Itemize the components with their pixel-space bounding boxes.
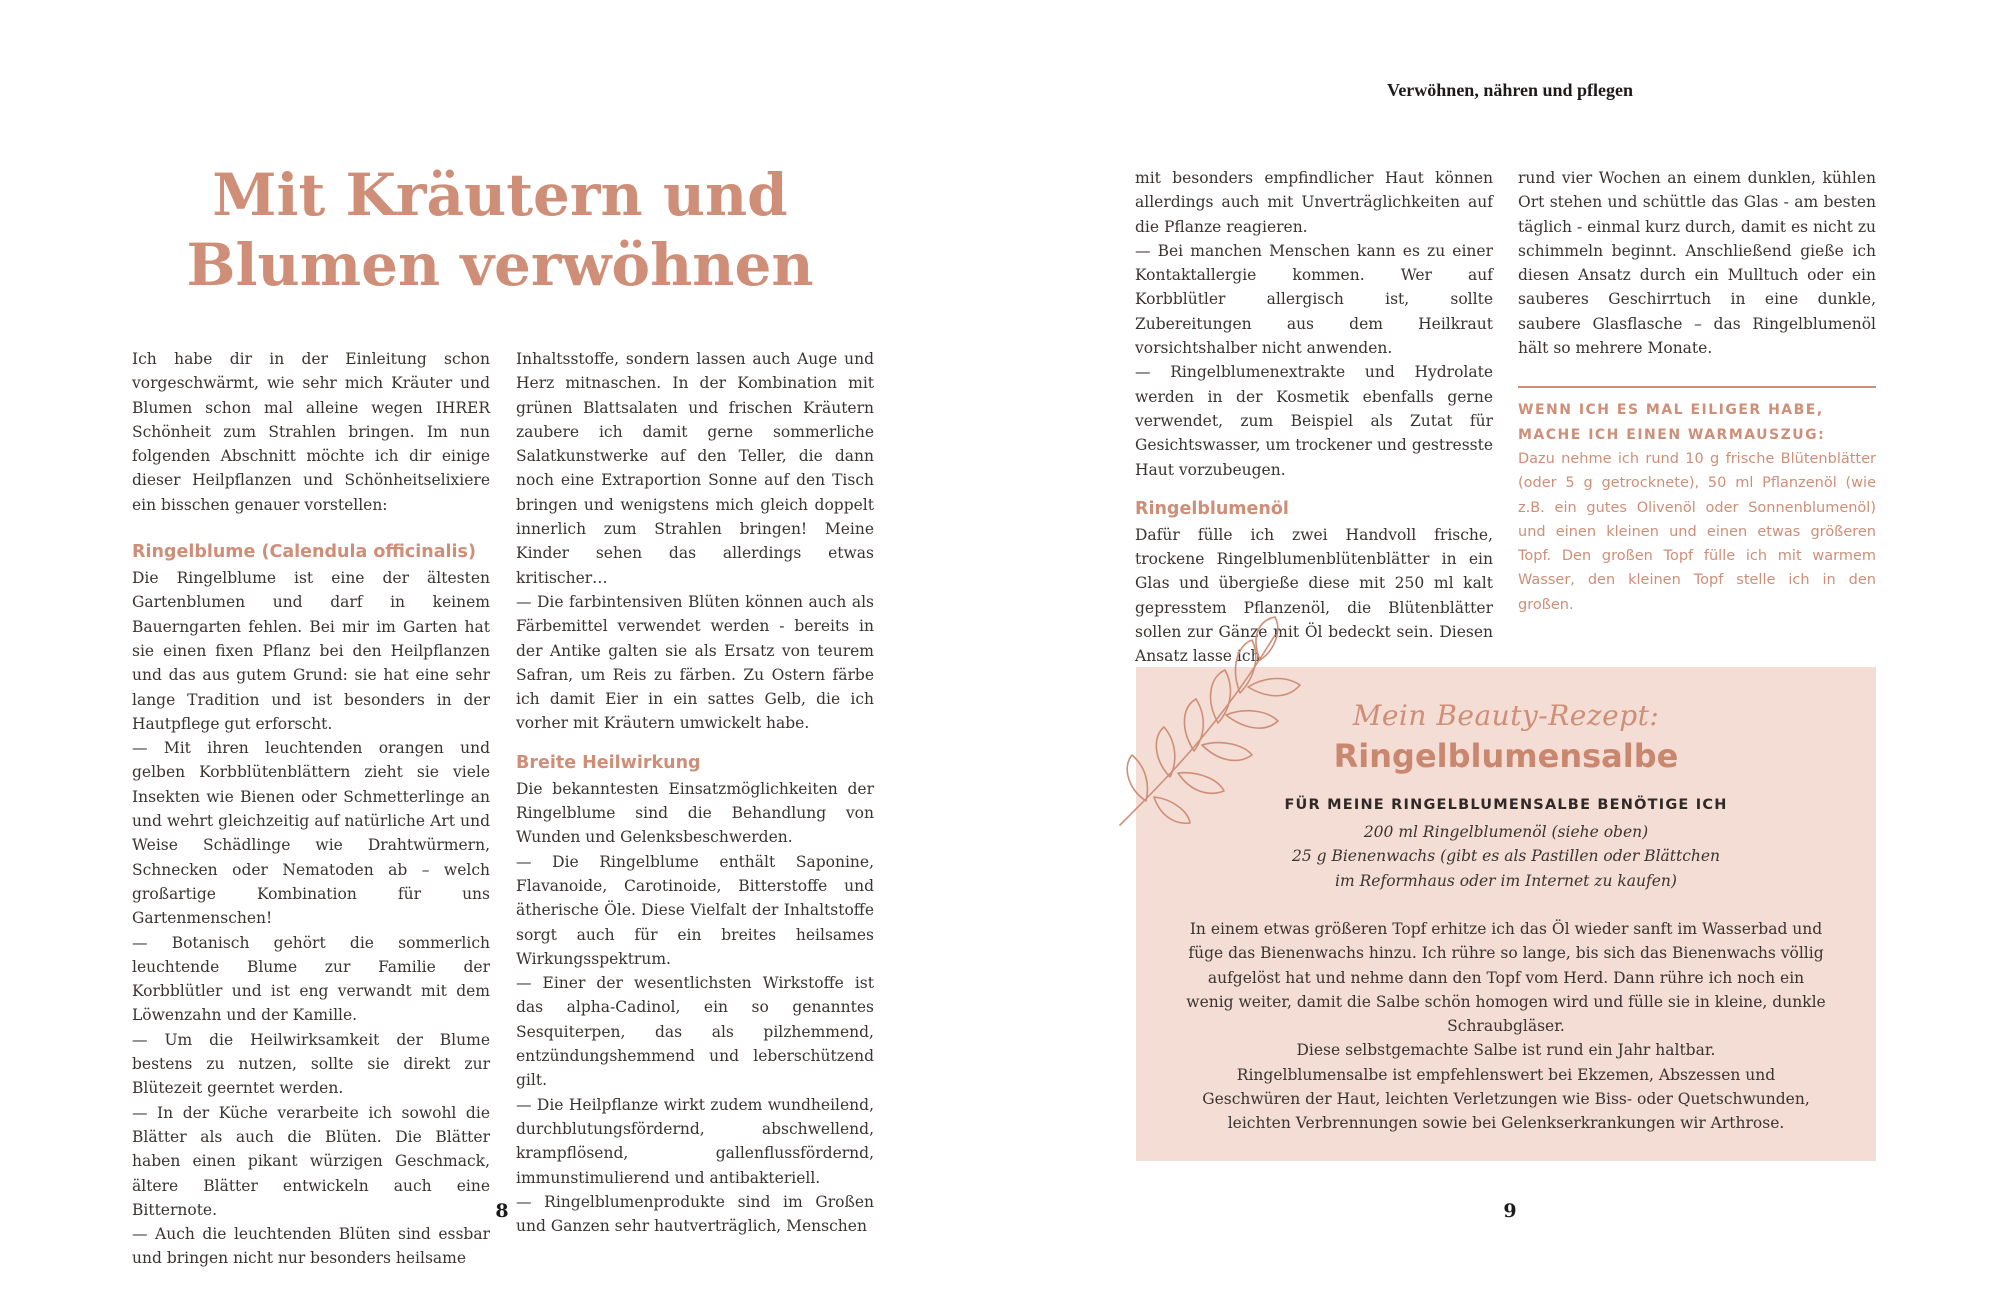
running-head: Verwöhnen, nähren und pflegen (1386, 80, 1634, 100)
paragraph: — Botanisch gehört die sommerlich leuchtende Blume zur Familie der Korbblütler und ist eng verwandt mit dem Löwenzahn und der Kamille. (132, 933, 490, 1025)
chapter-title-line-2: Blumen verwöhnen (186, 231, 814, 299)
paragraph: — Um die Heilwirksamkeit der Blume bestens zu nutzen, sollte sie direkt zur Blütezeit geerntet werden. (132, 1030, 490, 1098)
chapter-title-line-1: Mit Kräutern und (212, 161, 788, 229)
ingredient-item: 25 g Bienenwachs (gibt es als Pastillen oder Blättchen (1291, 847, 1721, 866)
paragraph: — Auch die leuchtenden Blüten sind essbar und bringen nicht nur besonders heilsame (132, 1225, 490, 1268)
paragraph: mit besonders empfindlicher Haut können allerdings auch mit Unverträglichkeiten auf die Pflanze reagieren. (1135, 169, 1493, 236)
paragraph: Die Ringelblume ist eine der ältesten Gartenblumen und darf in keinem Bauerngarten fehlen. Bei mir im Garten hat sie einen fixen Pflanz bei den Heilpflanzen und das aus gutem Grund: sie hat eine sehr lange Tradition und ist besonders in der Hautpflege gut erforscht. (132, 569, 490, 733)
page-number-left: 8 (495, 1200, 509, 1222)
chapter-title (130, 160, 870, 300)
recipe-paragraph: Ringelblumensalbe ist empfehlenswert bei Ekzemen, Abszessen und Geschwüren der Haut, leichten Verletzungen wie Biss- oder Quetschwunden, leichten Verbrennungen sowie bei Gelenkserkrankungen wir Arthrose. (1202, 1065, 1810, 1133)
paragraph: — Ringelblumenextrakte und Hydrolate werden in der Kosmetik ebenfalls gerne verwendet, zum Beispiel als Zutat für Gesichtswasser, um trockener und gestresste Haut vorzubeugen. (1135, 363, 1493, 479)
intro-paragraph: Ich habe dir in der Einleitung schon vorgeschwärmt, wie sehr mich Kräuter und Blumen schon mal alleine wegen IHRER Schönheit zum Strahlen bringen. Im nun folgenden Abschnitt möchte ich dir einige dieser Heilpflanzen und Schönheitselixiere ein bisschen genauer vorstellen: (132, 350, 490, 514)
paragraph: Dafür fülle ich zwei Handvoll frische, trockene Ringelblumenblütenblätter in ein Glas und übergieße diese mit 250 ml kalt gepresstem Pflanzenöl, die Blütenblätter sollen zur Gänze mit Öl bedeckt sein. Diesen Ansatz lasse ich (1135, 525, 1493, 666)
tip-heading: WENN ICH ES MAL EILIGER HABE, MACHE ICH EINEN WARMAUSZUG: (1518, 402, 1826, 443)
page-number-right: 9 (1503, 1200, 1517, 1222)
section-heading-ringelblumenoel: Ringelblumenöl (1135, 498, 1289, 519)
right-column-2 (1518, 166, 1876, 617)
section-heading-ringelblume: Ringelblume (Calendula officinalis) (132, 542, 476, 563)
paragraph: — Die farbintensiven Blüten können auch als Färbemittel verwendet werden - bereits in der Antike galten sie als Ersatz von teurem Safran, um Reis zu färben. Zu Ostern färbe ich damit Eier in ein sattes Gelb, die ich vorher mit Kräutern umwickelt habe. (516, 592, 874, 733)
paragraph: — Einer der wesentlichsten Wirkstoffe ist das alpha-Cadinol, ein so genanntes Sesquiterpen, das als pilzhemmend, entzündungshemmend und leberschützend gilt. (516, 974, 874, 1090)
paragraph: — Mit ihren leuchtenden orangen und gelben Korbblütenblättern zieht sie viele Insekten wie Bienen oder Schmetterlinge an und wehrt gleichzeitig auf natürliche Art und Weise Schädlinge wie Drahtwürmern, Schnecken oder Nematoden ab – welch großartige Kombination für uns Gartenmenschen! (132, 739, 490, 928)
paragraph: — Bei manchen Menschen kann es zu einer Kontaktallergie kommen. Wer auf Korbblütler allergisch ist, sollte Zubereitungen aus dem Heilkraut vorsichtshalber nicht anwenden. (1135, 241, 1493, 358)
recipe-kicker: Mein Beauty-Rezept: (1352, 699, 1660, 732)
tip-body: Dazu nehme ich rund 10 g frische Blütenblätter (oder 5 g getrocknete), 50 ml Pflanzenöl (wie z.B. ein gutes Olivenöl oder Sonnenblumenöl) und einen kleinen und einen etwas größeren Topf. Den großen Topf fülle ich mit warmem Wasser, den kleinen Topf stelle ich in den großen. (1518, 450, 1876, 613)
left-column-2 (516, 347, 874, 1238)
paragraph: — In der Küche verarbeite ich sowohl die Blätter als auch die Blüten. Die Blätter haben einen pikant würzigen Geschmack, ältere Blätter entwickeln auch eine Bitternote. (132, 1103, 490, 1219)
tip-box (1518, 386, 1876, 617)
right-column-1 (1135, 166, 1493, 669)
recipe-title: Ringelblumensalbe (1333, 737, 1679, 775)
ingredient-item: 200 ml Ringelblumenöl (siehe oben) (1363, 823, 1649, 841)
left-column-1 (132, 347, 490, 1271)
recipe-paragraph: Diese selbstgemachte Salbe ist rund ein Jahr haltbar. (1296, 1041, 1716, 1060)
ingredient-item: im Reformhaus oder im Internet zu kaufen) (1335, 871, 1677, 890)
paragraph: — Die Ringelblume enthält Saponine, Flavanoide, Carotinoide, Bitterstoffe und ätherische Öle. Diese Vielfalt der Inhaltstoffe sorgt auch für ein breites heilsames Wirkungsspektrum. (516, 852, 874, 968)
recipe-instructions (1186, 917, 1826, 1136)
ingredients-heading: FÜR MEINE RINGELBLUMENSALBE BENÖTIGE ICH (1284, 797, 1728, 813)
recipe-paragraph: In einem etwas größeren Topf erhitze ich das Öl wieder sanft im Wasserbad und füge das Bienenwachs hinzu. Ich rühre so lange, bis sich das Bienenwachs völlig aufgelöst hat und nehme dann den Topf vom Herd. Dann rühre ich noch ein wenig weiter, damit die Salbe schön homogen wird und fülle sie in kleine, dunkle Schraubgläser. (1186, 920, 1826, 1036)
paragraph: rund vier Wochen an einem dunklen, kühlen Ort stehen und schüttle das Glas - am besten täglich - einmal kurz durch, damit es nicht zu schimmeln beginnt. Anschließend gieße ich diesen Ansatz durch ein Mulltuch oder ein sauberes Geschirrtuch in eine dunkle, saubere Glasflasche – das Ringelblumenöl hält so mehrere Monate. (1518, 169, 1876, 358)
right-page (1000, 0, 2000, 1290)
paragraph: — Ringelblumenprodukte sind im Großen und Ganzen sehr hautverträglich, Menschen (516, 1192, 874, 1236)
paragraph: — Die Heilpflanze wirkt zudem wundheilend, durchblutungsfördernd, abschwellend, krampflösend, gallenflussfördernd, immunstimulierend und antibakteriell. (516, 1095, 874, 1187)
paragraph: Inhaltsstoffe, sondern lassen auch Auge und Herz mitnaschen. In der Kombination mit grünen Blattsalaten und frischen Kräutern zaubere ich damit gerne sommerliche Salatkunstwerke auf den Teller, die dann noch eine Extraportion Sonne auf den Tisch bringen und wenigstens mich gleich doppelt innerlich zum Strahlen bringen! Meine Kinder sehen das allerdings etwas kritischer… (516, 350, 874, 587)
leaf-sprig-icon (1110, 615, 1310, 835)
section-heading-breite-heilwirkung: Breite Heilwirkung (516, 752, 701, 773)
paragraph: Die bekanntesten Einsatzmöglichkeiten der Ringelblume sind die Behandlung von Wunden und Gelenksbeschwerden. (516, 779, 874, 847)
